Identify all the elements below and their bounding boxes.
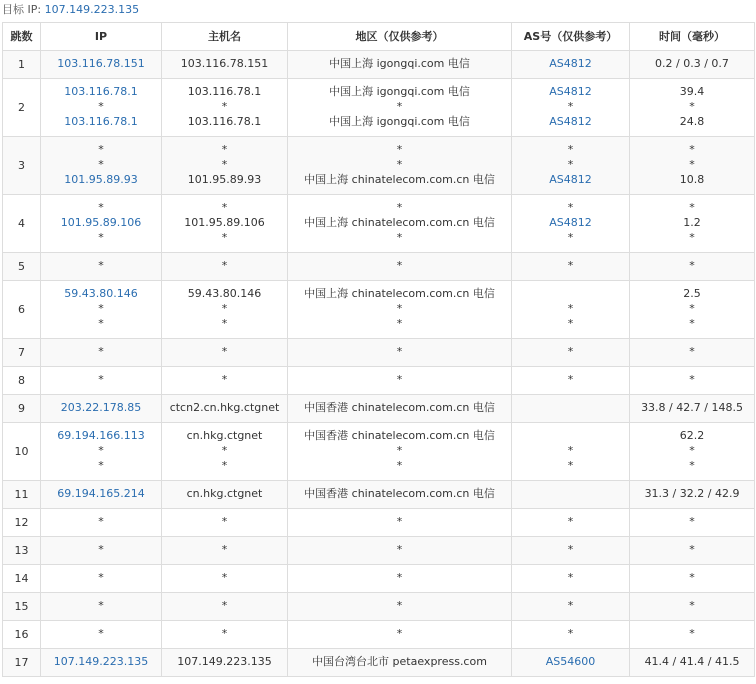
hostname-cell	[162, 339, 288, 367]
latency-text: 10.8	[679, 173, 705, 186]
ip-text: *	[98, 345, 104, 358]
table-row	[3, 481, 755, 509]
as-number-text: *	[567, 543, 574, 556]
hostname-text: 103.116.78.151	[180, 57, 269, 70]
hostname-text: 103.116.78.1	[187, 115, 262, 128]
region-cell	[288, 509, 512, 537]
hostname-text: ctcn2.cn.hkg.ctgnet	[169, 401, 280, 414]
latency-cell	[630, 339, 755, 367]
as-number-text: *	[567, 231, 574, 244]
region-text: *	[396, 373, 403, 386]
latency-text: *	[689, 100, 695, 113]
ip-cell	[41, 339, 162, 367]
hostname-text: *	[221, 143, 228, 156]
region-text: *	[396, 259, 403, 272]
as-number-cell	[512, 423, 630, 481]
target-ip-label: 目标 IP:	[2, 3, 42, 16]
ip-cell	[41, 137, 162, 195]
region-text: *	[396, 459, 403, 472]
as-number-text: *	[567, 158, 574, 171]
hostname-text: 107.149.223.135	[177, 655, 272, 668]
as-number-text: *	[567, 345, 574, 358]
hop-number: 7	[3, 339, 41, 367]
latency-cell	[630, 423, 755, 481]
ip-cell	[41, 649, 162, 677]
ip-cell	[41, 593, 162, 621]
ip-link[interactable]: 59.43.80.146	[64, 287, 138, 300]
ip-link[interactable]: 101.95.89.106	[60, 216, 142, 229]
table-row	[3, 423, 755, 481]
hostname-cell	[162, 593, 288, 621]
latency-text: 0.2 / 0.3 / 0.7	[655, 57, 729, 70]
ip-cell	[41, 79, 162, 137]
latency-text: *	[689, 515, 695, 528]
hop-number: 16	[3, 621, 41, 649]
ip-text: *	[98, 373, 104, 386]
latency-cell	[630, 565, 755, 593]
as-number-link[interactable]: AS4812	[549, 173, 592, 186]
latency-text: *	[689, 259, 695, 272]
hop-number: 2	[3, 79, 41, 137]
latency-text: 2.5	[683, 287, 701, 300]
as-number-cell	[512, 281, 630, 339]
ip-link[interactable]: 203.22.178.85	[60, 401, 142, 414]
as-number-cell	[512, 79, 630, 137]
region-cell	[288, 593, 512, 621]
ip-cell	[41, 537, 162, 565]
region-text: *	[396, 302, 403, 315]
table-row	[3, 51, 755, 79]
ip-text: *	[98, 259, 104, 272]
as-number-text	[512, 486, 629, 501]
as-number-text: *	[567, 259, 574, 272]
hop-number: 1	[3, 51, 41, 79]
region-cell	[288, 339, 512, 367]
table-row	[3, 281, 755, 339]
as-number-text: *	[567, 100, 574, 113]
hostname-text: 101.95.89.93	[187, 173, 262, 186]
latency-text: 24.8	[679, 115, 705, 128]
as-number-text: *	[567, 515, 574, 528]
hostname-text: *	[221, 317, 228, 330]
as-number-link[interactable]: AS4812	[549, 85, 592, 98]
hop-number: 11	[3, 481, 41, 509]
hop-number: 3	[3, 137, 41, 195]
table-row	[3, 509, 755, 537]
region-text: *	[396, 444, 403, 457]
hop-number: 6	[3, 281, 41, 339]
ip-link[interactable]: 69.194.166.113	[57, 429, 145, 442]
latency-cell	[630, 281, 755, 339]
latency-text: *	[689, 444, 695, 457]
hop-number: 14	[3, 565, 41, 593]
hostname-cell	[162, 253, 288, 281]
hop-number: 15	[3, 593, 41, 621]
ip-link[interactable]: 69.194.165.214	[57, 487, 145, 500]
latency-cell	[630, 137, 755, 195]
table-row	[3, 537, 755, 565]
hop-number: 12	[3, 509, 41, 537]
table-row	[3, 253, 755, 281]
table-row	[3, 649, 755, 677]
traceroute-table	[2, 22, 755, 677]
region-text: *	[396, 345, 403, 358]
hostname-cell	[162, 649, 288, 677]
ip-cell	[41, 423, 162, 481]
ip-link[interactable]: 103.116.78.1	[64, 85, 138, 98]
table-row	[3, 195, 755, 253]
as-number-text: *	[567, 599, 574, 612]
as-number-cell	[512, 395, 630, 423]
ip-text: *	[98, 143, 104, 156]
ip-text: *	[98, 201, 104, 214]
latency-cell	[630, 51, 755, 79]
as-number-link[interactable]: AS4812	[549, 115, 592, 128]
header-as: AS号（仅供参考）	[512, 23, 630, 51]
ip-cell	[41, 51, 162, 79]
latency-text: *	[689, 571, 695, 584]
latency-text: 41.4 / 41.4 / 41.5	[644, 655, 740, 668]
ip-cell	[41, 481, 162, 509]
latency-text: 1.2	[683, 216, 701, 229]
hostname-text: *	[221, 543, 228, 556]
region-text: 中国上海 chinatelecom.com.cn 电信	[304, 216, 495, 229]
region-text: *	[396, 143, 403, 156]
as-number-text: *	[567, 373, 574, 386]
hostname-text: 101.95.89.106	[184, 216, 265, 229]
ip-cell	[41, 253, 162, 281]
region-text: *	[396, 627, 403, 640]
latency-text: *	[689, 231, 695, 244]
region-cell	[288, 137, 512, 195]
hostname-text: cn.hkg.ctgnet	[186, 429, 263, 442]
latency-text: *	[689, 599, 695, 612]
ip-text: *	[98, 543, 104, 556]
latency-text: 62.2	[679, 429, 705, 442]
header-row	[3, 23, 755, 51]
table-row	[3, 79, 755, 137]
region-cell	[288, 565, 512, 593]
as-number-cell	[512, 51, 630, 79]
ip-link[interactable]: 103.116.78.1	[64, 115, 138, 128]
as-number-cell	[512, 537, 630, 565]
region-text: *	[396, 231, 403, 244]
ip-cell	[41, 395, 162, 423]
hostname-cell	[162, 367, 288, 395]
as-number-cell	[512, 367, 630, 395]
table-row	[3, 395, 755, 423]
latency-cell	[630, 649, 755, 677]
table-body	[3, 51, 755, 677]
as-number-text: *	[567, 571, 574, 584]
as-number-cell	[512, 593, 630, 621]
as-number-text: *	[567, 201, 574, 214]
hostname-cell	[162, 565, 288, 593]
latency-text: 33.8 / 42.7 / 148.5	[641, 401, 743, 414]
header-hop: 跳数	[3, 23, 41, 51]
ip-link[interactable]: 103.116.78.151	[57, 57, 145, 70]
region-cell	[288, 621, 512, 649]
as-number-link[interactable]: AS4812	[549, 216, 592, 229]
region-text: *	[396, 571, 403, 584]
hostname-text: *	[221, 627, 228, 640]
ip-text: *	[98, 444, 104, 457]
hostname-text: *	[221, 599, 228, 612]
region-text: 中国香港 chinatelecom.com.cn 电信	[304, 429, 495, 442]
region-cell	[288, 423, 512, 481]
region-cell	[288, 253, 512, 281]
ip-text: *	[98, 459, 104, 472]
latency-cell	[630, 395, 755, 423]
region-cell	[288, 51, 512, 79]
table-row	[3, 593, 755, 621]
ip-text: *	[98, 627, 104, 640]
hostname-text: cn.hkg.ctgnet	[186, 487, 263, 500]
hostname-text: *	[221, 345, 228, 358]
region-text: *	[396, 317, 403, 330]
ip-cell	[41, 281, 162, 339]
table-row	[3, 565, 755, 593]
as-number-cell	[512, 339, 630, 367]
region-text: *	[396, 515, 403, 528]
latency-text: *	[689, 158, 695, 171]
region-text: 中国上海 chinatelecom.com.cn 电信	[304, 287, 495, 300]
ip-cell	[41, 195, 162, 253]
region-cell	[288, 649, 512, 677]
region-text: 中国上海 igongqi.com 电信	[329, 85, 470, 98]
hop-number: 10	[3, 423, 41, 481]
hostname-cell	[162, 137, 288, 195]
table-row	[3, 367, 755, 395]
ip-link[interactable]: 101.95.89.93	[64, 173, 138, 186]
region-cell	[288, 195, 512, 253]
ip-text: *	[98, 317, 104, 330]
header-time: 时间（毫秒）	[630, 23, 755, 51]
hostname-cell	[162, 281, 288, 339]
latency-cell	[630, 253, 755, 281]
hop-number: 4	[3, 195, 41, 253]
as-number-cell	[512, 565, 630, 593]
ip-text: *	[98, 158, 104, 171]
hostname-cell	[162, 509, 288, 537]
region-cell	[288, 481, 512, 509]
latency-text: *	[689, 143, 695, 156]
region-text: 中国上海 igongqi.com 电信	[329, 115, 470, 128]
hop-number: 5	[3, 253, 41, 281]
hostname-text: *	[221, 201, 228, 214]
ip-text: *	[98, 571, 104, 584]
hostname-text: *	[221, 444, 228, 457]
ip-text: *	[98, 302, 104, 315]
ip-cell	[41, 509, 162, 537]
table-header	[3, 23, 755, 51]
ip-text: *	[98, 599, 104, 612]
latency-cell	[630, 509, 755, 537]
as-number-text: *	[567, 444, 574, 457]
region-cell	[288, 367, 512, 395]
hostname-text: *	[221, 302, 228, 315]
as-number-cell	[512, 253, 630, 281]
ip-text: *	[98, 100, 104, 113]
latency-cell	[630, 367, 755, 395]
region-text: *	[396, 543, 403, 556]
latency-text: *	[689, 459, 695, 472]
latency-cell	[630, 621, 755, 649]
hostname-text: *	[221, 459, 228, 472]
as-number-text: *	[567, 317, 574, 330]
as-number-cell	[512, 481, 630, 509]
latency-text: 39.4	[679, 85, 705, 98]
latency-text: *	[689, 373, 695, 386]
latency-text: *	[689, 317, 695, 330]
as-number-cell	[512, 649, 630, 677]
latency-text: *	[689, 543, 695, 556]
region-text: *	[396, 100, 403, 113]
latency-cell	[630, 195, 755, 253]
ip-text: *	[98, 231, 104, 244]
region-text: 中国香港 chinatelecom.com.cn 电信	[304, 487, 495, 500]
as-number-text	[512, 286, 629, 301]
hostname-text: *	[221, 515, 228, 528]
ip-cell	[41, 565, 162, 593]
as-number-text: *	[567, 627, 574, 640]
as-number-link[interactable]: AS54600	[545, 655, 596, 668]
hostname-cell	[162, 79, 288, 137]
hostname-text: *	[221, 571, 228, 584]
hostname-text: 59.43.80.146	[187, 287, 262, 300]
hostname-text: *	[221, 158, 228, 171]
as-number-text: *	[567, 302, 574, 315]
ip-link[interactable]: 107.149.223.135	[53, 655, 149, 668]
region-cell	[288, 395, 512, 423]
hostname-text: *	[221, 100, 228, 113]
hostname-cell	[162, 195, 288, 253]
latency-cell	[630, 79, 755, 137]
hostname-cell	[162, 51, 288, 79]
header-region: 地区（仅供参考）	[288, 23, 512, 51]
region-text: 中国上海 chinatelecom.com.cn 电信	[304, 173, 495, 186]
as-number-text	[512, 428, 629, 443]
hop-number: 17	[3, 649, 41, 677]
region-cell	[288, 281, 512, 339]
as-number-cell	[512, 195, 630, 253]
hostname-cell	[162, 537, 288, 565]
hostname-cell	[162, 423, 288, 481]
target-ip-line	[0, 0, 756, 22]
ip-cell	[41, 367, 162, 395]
latency-cell	[630, 537, 755, 565]
region-text: *	[396, 201, 403, 214]
header-ip: IP	[41, 23, 162, 51]
latency-text: *	[689, 201, 695, 214]
ip-text: *	[98, 515, 104, 528]
hostname-text: *	[221, 373, 228, 386]
as-number-link[interactable]: AS4812	[549, 57, 592, 70]
hostname-text: *	[221, 259, 228, 272]
latency-text: *	[689, 345, 695, 358]
hostname-text: 103.116.78.1	[187, 85, 262, 98]
as-number-cell	[512, 137, 630, 195]
latency-cell	[630, 481, 755, 509]
hostname-text: *	[221, 231, 228, 244]
region-text: 中国香港 chinatelecom.com.cn 电信	[304, 401, 495, 414]
hostname-cell	[162, 395, 288, 423]
hostname-cell	[162, 481, 288, 509]
table-row	[3, 339, 755, 367]
as-number-cell	[512, 509, 630, 537]
hostname-cell	[162, 621, 288, 649]
region-cell	[288, 79, 512, 137]
as-number-text	[512, 400, 629, 415]
latency-text: *	[689, 302, 695, 315]
hop-number: 8	[3, 367, 41, 395]
latency-text: *	[689, 627, 695, 640]
hop-number: 9	[3, 395, 41, 423]
region-text: 中国上海 igongqi.com 电信	[329, 57, 470, 70]
header-hostname: 主机名	[162, 23, 288, 51]
as-number-text: *	[567, 459, 574, 472]
as-number-cell	[512, 621, 630, 649]
latency-cell	[630, 593, 755, 621]
table-row	[3, 621, 755, 649]
table-row	[3, 137, 755, 195]
region-text: *	[396, 158, 403, 171]
hop-number: 13	[3, 537, 41, 565]
ip-cell	[41, 621, 162, 649]
as-number-text: *	[567, 143, 574, 156]
region-text: *	[396, 599, 403, 612]
region-cell	[288, 537, 512, 565]
region-text: 中国台湾台北市 petaexpress.com	[312, 655, 487, 668]
latency-text: 31.3 / 32.2 / 42.9	[644, 487, 740, 500]
target-ip-value: 107.149.223.135	[44, 3, 140, 16]
